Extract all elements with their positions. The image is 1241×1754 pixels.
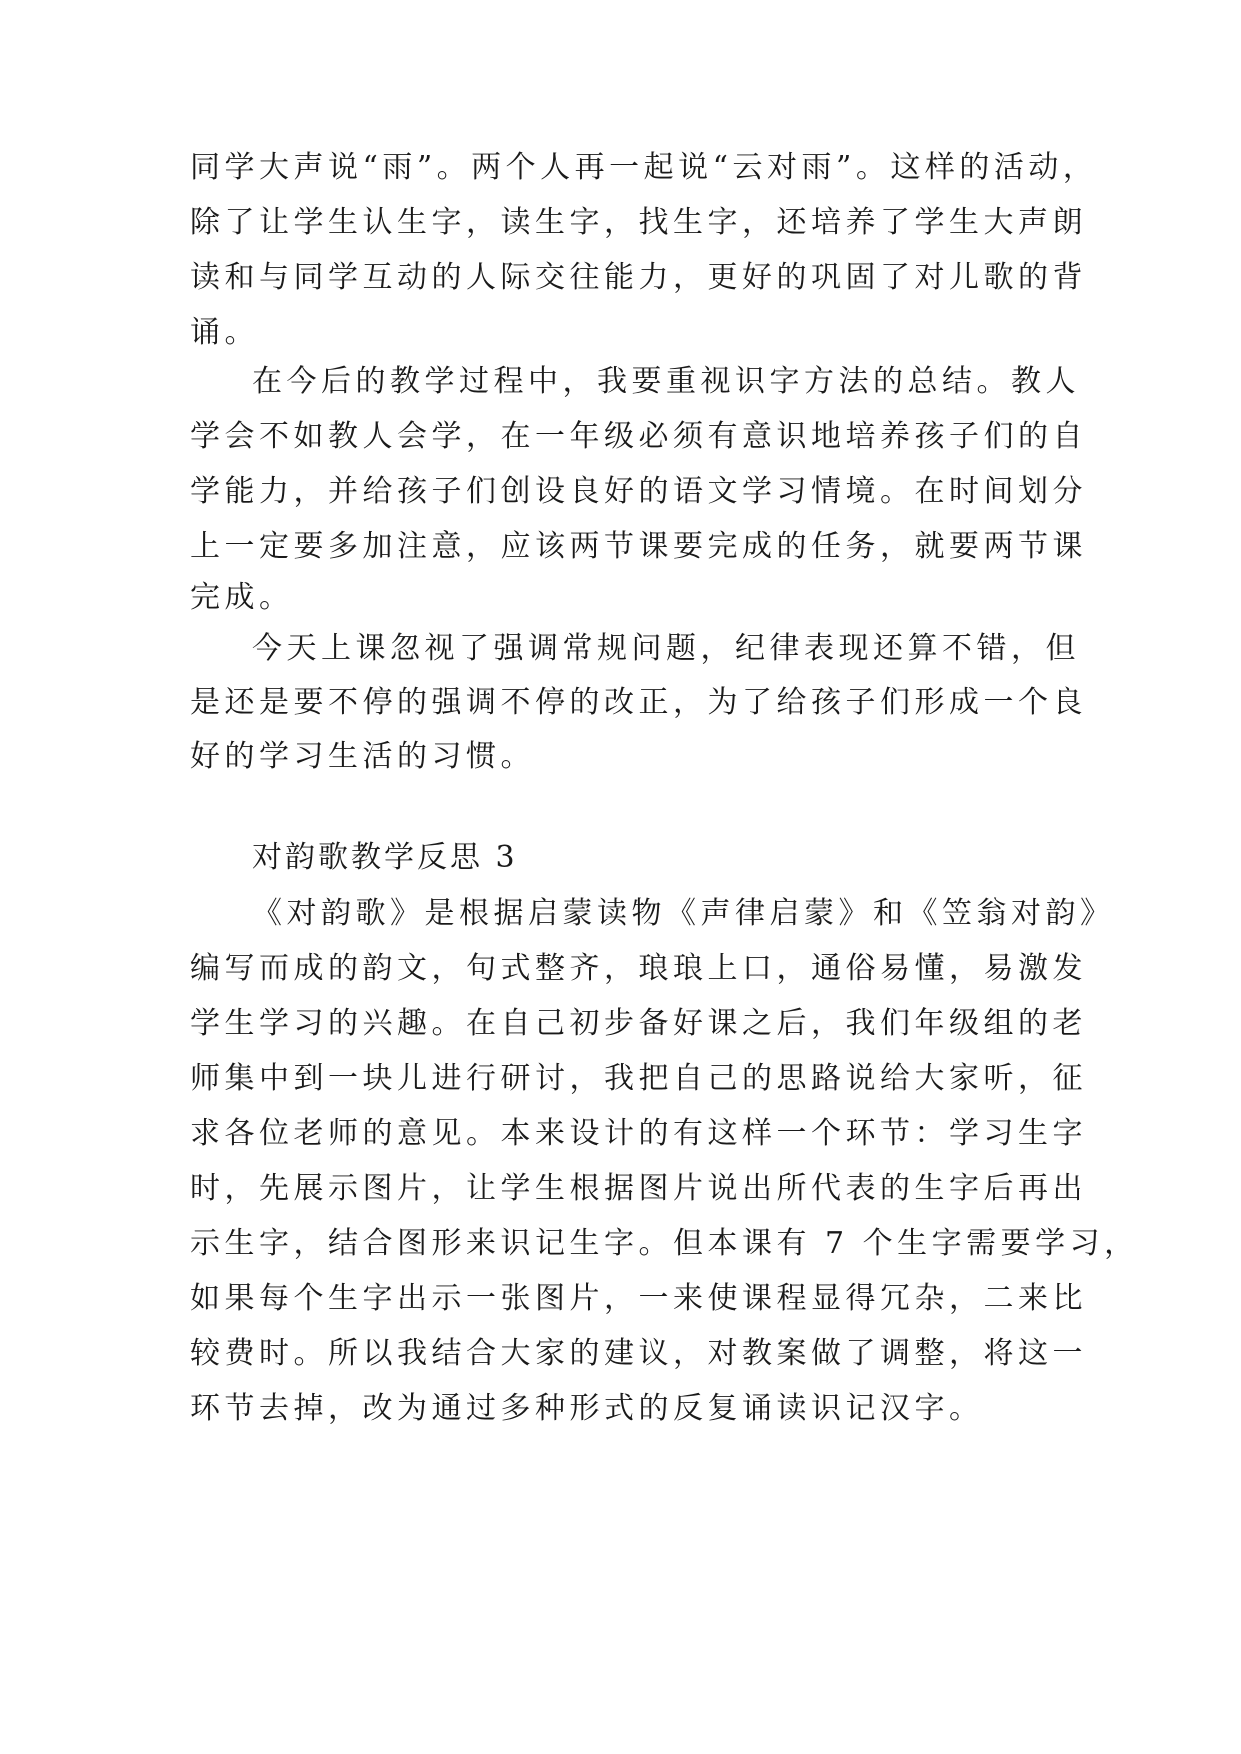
section-title: 对韵歌教学反思 3 <box>252 840 518 875</box>
paragraph-line: 学生学习的兴趣。在自己初步备好课之后，我们年级组的老 <box>190 1006 1087 1041</box>
paragraph-line: 完成。 <box>190 580 294 615</box>
paragraph-line: 读和与同学互动的人际交往能力，更好的巩固了对儿歌的背 <box>190 260 1087 295</box>
paragraph-line: 求各位老师的意见。本来设计的有这样一个环节：学习生字 <box>190 1116 1087 1151</box>
paragraph-line: 《对韵歌》是根据启蒙读物《声律启蒙》和《笠翁对韵》 <box>252 896 1115 931</box>
paragraph-line: 较费时。所以我结合大家的建议，对教案做了调整，将这一 <box>190 1336 1087 1371</box>
paragraph-line: 编写而成的韵文，句式整齐，琅琅上口，通俗易懂，易激发 <box>190 951 1087 986</box>
paragraph-line: 好的学习生活的习惯。 <box>190 739 535 774</box>
paragraph-line: 如果每个生字出示一张图片，一来使课程显得冗杂，二来比 <box>190 1281 1087 1316</box>
paragraph-line: 示生字，结合图形来识记生字。但本课有 7 个生字需要学习， <box>190 1226 1139 1261</box>
paragraph-line: 在今后的教学过程中，我要重视识字方法的总结。教人 <box>252 364 1080 399</box>
paragraph-line: 上一定要多加注意，应该两节课要完成的任务，就要两节课 <box>190 529 1087 564</box>
paragraph-line: 学能力，并给孩子们创设良好的语文学习情境。在时间划分 <box>190 474 1087 509</box>
paragraph-line: 是还是要不停的强调不停的改正，为了给孩子们形成一个良 <box>190 685 1087 720</box>
paragraph-line: 诵。 <box>190 315 259 350</box>
paragraph-line: 同学大声说“雨”。两个人再一起说“云对雨”。这样的活动， <box>190 150 1098 185</box>
paragraph-line: 师集中到一块儿进行研讨，我把自己的思路说给大家听，征 <box>190 1061 1087 1096</box>
paragraph-line: 学会不如教人会学，在一年级必须有意识地培养孩子们的自 <box>190 419 1087 454</box>
paragraph-line: 环节去掉，改为通过多种形式的反复诵读识记汉字。 <box>190 1391 984 1426</box>
paragraph-line: 时，先展示图片，让学生根据图片说出所代表的生字后再出 <box>190 1171 1087 1206</box>
paragraph-line: 除了让学生认生字，读生字，找生字，还培养了学生大声朗 <box>190 205 1087 240</box>
paragraph-line: 今天上课忽视了强调常规问题，纪律表现还算不错，但 <box>252 631 1080 666</box>
